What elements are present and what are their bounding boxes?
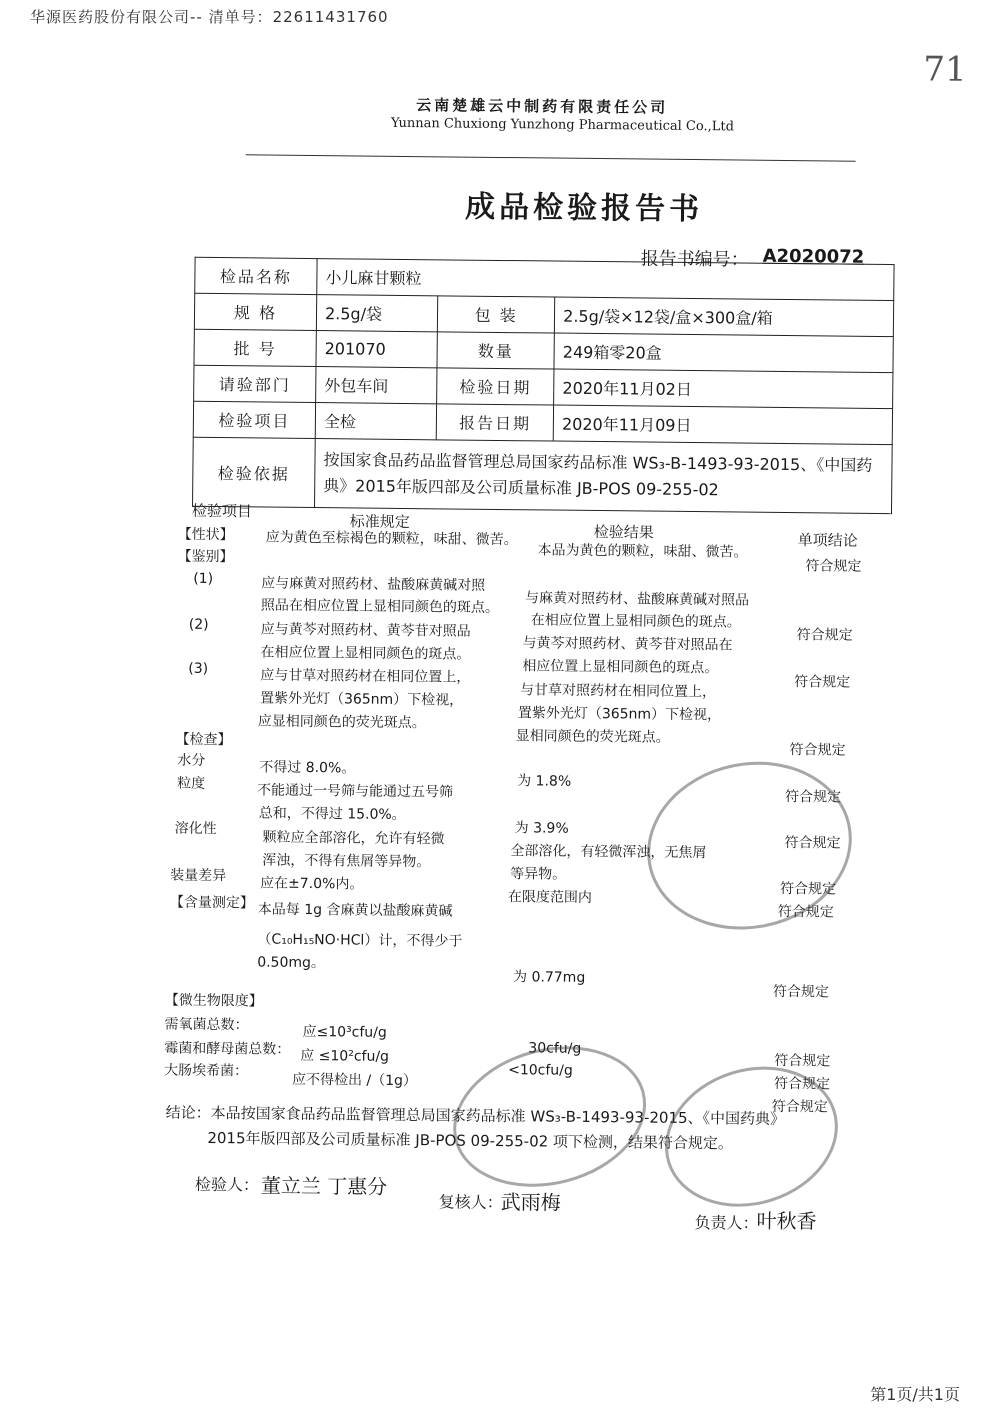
ident-1-result-line-2: 在相应位置上显相同颜色的斑点。 [530, 612, 741, 631]
conclusion-line-1: 结论：本品按国家食品药品监督管理总局国家药品标准 WS₃-B-1493-93-2015、《中国药典》 [165, 1103, 786, 1129]
ident-3-standard-line-3: 应显相同颜色的荧光斑点。 [257, 713, 426, 732]
e-coli-conclusion: 符合规定 [771, 1098, 828, 1116]
particle-size-conclusion: 符合规定 [784, 834, 841, 852]
inspector-label: 检验人： [194, 1174, 260, 1195]
report-date-value: 2020年11月09日 [553, 405, 892, 445]
fill-variation-result: 在限度范围内 [507, 889, 593, 906]
mold-yeast-standard: 应 ≤10²cfu/g [300, 1047, 390, 1065]
page-number: 第1页/共1页 [870, 1385, 960, 1404]
package-label: 包 装 [438, 296, 555, 333]
section-assay: 【含量测定】 [169, 894, 254, 912]
column-header-conclusion: 单项结论 [797, 531, 858, 550]
e-coli-label: 大肠埃希菌： [164, 1062, 249, 1080]
department-value: 外包车间 [316, 367, 438, 404]
ident-1-number: (1) [193, 570, 214, 587]
batch-value: 201070 [316, 331, 438, 368]
header-rule [246, 154, 856, 161]
ident-3-standard-line-1: 应与甘草对照药材在相同位置上， [260, 667, 471, 686]
mold-yeast-conclusion: 符合规定 [773, 1075, 831, 1093]
fill-variation-conclusion: 符合规定 [777, 903, 834, 921]
character-standard: 应为黄色至棕褐色的颗粒，味甜、微苦。 [265, 529, 518, 549]
ident-2-result-line-2: 相应位置上显相同颜色的斑点。 [522, 658, 719, 677]
inspection-date-value: 2020年11月02日 [554, 369, 893, 409]
basis-line-2: 典》2015年版四部及公司质量标准 JB-POS 09-255-02 [323, 476, 719, 500]
basis-label: 检验依据 [193, 437, 316, 507]
assay-standard-line-3: 0.50mg。 [257, 954, 326, 972]
company-name-en: Yunnan Chuxiong Yunzhong Pharmaceutical Co.,Ltd [390, 115, 735, 135]
aerobic-count-label: 需氧菌总数： [164, 1016, 249, 1034]
ident-1-standard-line-2: 照品在相应位置上显相同颜色的斑点。 [260, 597, 500, 616]
dissolution-standard-line-1: 颗粒应全部溶化，允许有轻微 [262, 829, 445, 848]
ident-1-conclusion: 符合规定 [796, 627, 853, 644]
conclusion-line-2: 2015年版四部及公司质量标准 JB-POS 09-255-02 项下检测，结果符合规定。 [207, 1128, 734, 1153]
fill-variation-standard: 应在±7.0%内。 [259, 875, 364, 893]
inspection-item-label: 检验项目 [193, 401, 315, 438]
quantity-label: 数量 [437, 332, 554, 369]
water-result: 为 1.8% [517, 773, 572, 790]
section-identification: 【鉴别】 [177, 548, 234, 566]
package-value: 2.5g/袋×12袋/盒×300盒/箱 [555, 297, 894, 337]
water-standard: 不得过 8.0%。 [259, 759, 356, 777]
department-label: 请验部门 [194, 365, 316, 402]
fill-variation-label: 装量差异 [170, 867, 227, 885]
particle-size-standard-line-1: 不能通过一号筛与能通过五号筛 [256, 782, 454, 801]
water-label: 水分 [177, 752, 206, 769]
section-character: 【性状】 [177, 526, 234, 544]
assay-result: 为 0.77mg [513, 969, 586, 986]
water-conclusion: 符合规定 [784, 788, 842, 806]
dissolution-conclusion: 符合规定 [779, 880, 837, 898]
basis-value [315, 439, 893, 514]
inspector-signature: 董立兰 丁惠分 [260, 1173, 388, 1199]
quality-seal-stamp-1 [438, 1026, 662, 1206]
aerobic-count-conclusion: 符合规定 [774, 1052, 831, 1070]
reviewer-signature: 武雨梅 [500, 1190, 561, 1215]
company-name-cn: 云南楚雄云中制药有限责任公司 [416, 96, 669, 117]
inspection-item-value: 全检 [315, 403, 437, 440]
ident-2-number: (2) [188, 616, 209, 633]
spec-label: 规 格 [194, 293, 316, 330]
ident-2-standard-line-2: 在相应位置上显相同颜色的斑点。 [260, 644, 471, 663]
quantity-value: 249箱零20盒 [554, 333, 893, 373]
assay-standard-line-2: （C₁₀H₁₅NO·HCl）计，不得少于 [257, 931, 463, 950]
section-microbial: 【微生物限度】 [164, 992, 263, 1010]
mold-yeast-result: <10cfu/g [508, 1062, 573, 1079]
ident-3-result-line-2: 置紫外光灯（365nm）下检视， [517, 705, 722, 724]
handwritten-corner-mark: 71 [923, 49, 967, 90]
ident-3-number: (3) [188, 660, 209, 677]
product-name: 小儿麻甘颗粒 [317, 259, 894, 301]
column-header-standard: 标准规定 [349, 512, 410, 532]
ident-3-conclusion: 符合规定 [789, 742, 846, 759]
assay-standard-line-1: 本品每 1g 含麻黄以盐酸麻黄碱 [257, 901, 453, 920]
dissolution-result-line-1: 全部溶化，有轻微浑浊，无焦屑 [510, 843, 707, 862]
spec-value: 2.5g/袋 [316, 295, 438, 332]
product-name-label: 检品名称 [195, 257, 317, 294]
inspection-date-label: 检验日期 [437, 368, 554, 405]
product-info-table [192, 257, 895, 514]
particle-size-standard-line-2: 总和，不得过 15.0%。 [258, 805, 406, 824]
head-signature: 叶秋香 [756, 1208, 817, 1234]
mold-yeast-label: 霉菌和酵母菌总数： [164, 1040, 291, 1058]
ident-2-standard-line-1: 应与黄芩对照药材、黄芩苷对照品 [260, 621, 471, 640]
aerobic-count-standard: 应≤10³cfu/g [302, 1023, 387, 1041]
report-number-label: 报告书编号： [640, 248, 749, 271]
report-number: A2020072 [762, 245, 865, 268]
report-title: 成品检验报告书 [464, 189, 704, 228]
column-header-result: 检验结果 [593, 522, 654, 542]
particle-size-label: 粒度 [177, 775, 206, 792]
ident-3-standard-line-2: 置紫外光灯（365nm）下检视， [259, 690, 464, 709]
character-conclusion: 符合规定 [805, 558, 862, 575]
basis-line-1: 按国家食品药品监督管理总局国家药品标准 WS₃-B-1493-93-2015、《中国药 [323, 450, 873, 475]
ident-2-result-line-1: 与黄芩对照药材、黄芩苷对照品在 [522, 635, 733, 654]
column-header-item: 检验项目 [191, 501, 253, 521]
ident-1-standard-line-1: 应与麻黄对照药材、盐酸麻黄碱对照 [261, 575, 486, 594]
character-result: 本品为黄色的颗粒，味甜、微苦。 [537, 542, 748, 561]
ident-3-result-line-1: 与甘草对照药材在相同位置上， [520, 682, 717, 701]
dissolution-standard-line-2: 浑浊，不得有焦屑等异物。 [262, 852, 431, 871]
dissolution-result-line-2: 等异物。 [510, 866, 567, 883]
head-label: 负责人： [694, 1213, 759, 1233]
ident-1-result-line-1: 与麻黄对照药材、盐酸麻黄碱对照品 [524, 590, 750, 609]
particle-size-result: 为 3.9% [514, 820, 569, 837]
document-header-bar: 华源医药股份有限公司-- 清单号：22611431760 [30, 8, 389, 26]
batch-label: 批 号 [194, 329, 316, 366]
section-checks: 【检查】 [175, 731, 232, 749]
assay-conclusion: 符合规定 [772, 983, 830, 1001]
ident-3-result-line-3: 显相同颜色的荧光斑点。 [515, 728, 670, 746]
dissolution-label: 溶化性 [174, 820, 217, 838]
reviewer-label: 复核人： [438, 1192, 503, 1213]
e-coli-standard: 应不得检出 /（1g） [291, 1071, 418, 1090]
ident-2-conclusion: 符合规定 [794, 674, 851, 691]
aerobic-count-result: 30cfu/g [528, 1040, 582, 1057]
report-date-label: 报告日期 [436, 404, 553, 441]
quality-seal-stamp-2 [647, 1045, 856, 1227]
